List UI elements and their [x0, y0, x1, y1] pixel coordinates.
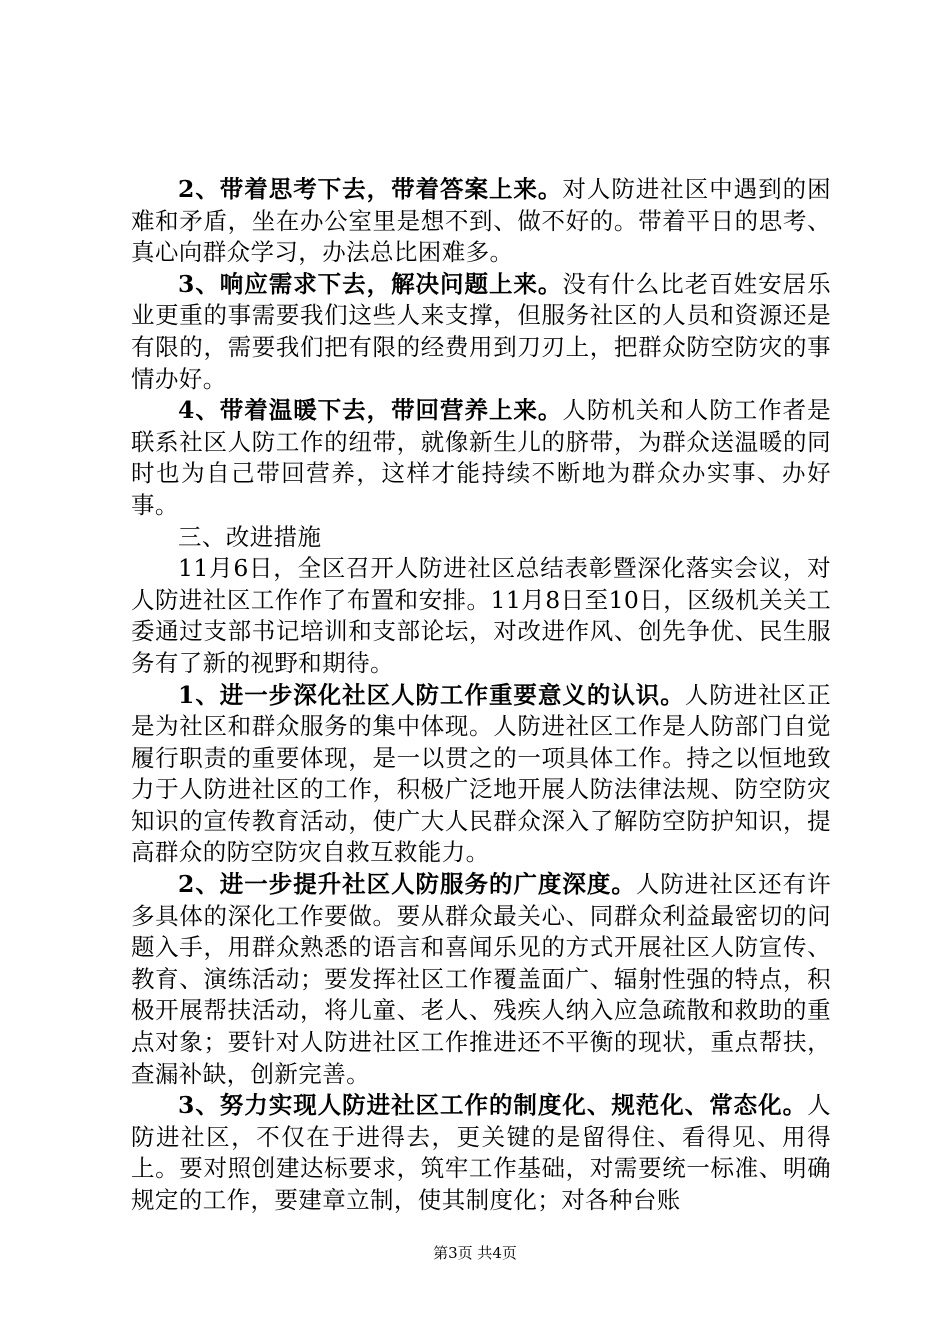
section-heading-improvement — [131, 522, 831, 554]
paragraph-text: 人防进社区还有许多具体的深化工作要做。要从群众最关心、同群众利益最密切的问题入手，用群众熟悉的语言和喜闻乐见的方式开展社区人防宣传、教育、演练活动；要发挥社区工作覆盖面广、辐射性强的特点，积极开展帮扶活动，将儿童、老人、残疾人纳入应急疏散和救助的重点对象；要针对人防进社区工作推进还不平衡的现状，重点帮扶，查漏补缺，创新完善。 — [131, 870, 832, 1088]
paragraph-lead: 3、努力实现人防进社区工作的制度化、规范化、常态化。 — [178, 1091, 808, 1120]
paragraph-point-3-needs — [131, 269, 831, 395]
paragraph-measure-1 — [131, 680, 831, 870]
section-heading-text: 三、改进措施 — [178, 522, 322, 551]
paragraph-point-2-thinking — [131, 174, 831, 269]
paragraph-lead: 2、带着思考下去，带着答案上来。 — [178, 175, 563, 203]
paragraph-text: 人防进社区，不仅在于进得去，更关键的是留得住、看得见、用得上。要对照创建达标要求，筑牢工作基础，对需要统一标准、明确规定的工作，要建章立制，使其制度化；对各种台账 — [131, 1091, 831, 1214]
page-footer — [0, 1243, 950, 1263]
paragraph-lead: 4、带着温暖下去，带回营养上来。 — [178, 396, 563, 425]
document-body — [131, 174, 831, 1217]
page-number-label: 第3页 共4页 — [433, 1244, 517, 1262]
paragraph-meeting-summary — [131, 553, 831, 679]
paragraph-measure-3 — [131, 1090, 831, 1216]
paragraph-text: 对人防进社区中遇到的困难和矛盾，坐在办公室里是想不到、做不好的。带着平日的思考、真心向群众学习，办法总比困难多。 — [131, 175, 831, 267]
paragraph-lead: 2、进一步提升社区人防服务的广度深度。 — [178, 870, 636, 899]
paragraph-text: 11月6日，全区召开人防进社区总结表彰暨深化落实会议，对人防进社区工作作了布置和安排。11月8日至10日，区级机关关工委通过支部书记培训和支部论坛，对改进作风、创先争优、民生服务有了新的视野和期待。 — [131, 554, 831, 677]
paragraph-text: 人防机关和人防工作者是联系社区人防工作的纽带，就像新生儿的脐带，为群众送温暖的同时也为自己带回营养，这样才能持续不断地为群众办实事、办好事。 — [131, 396, 831, 519]
paragraph-lead: 3、响应需求下去，解决问题上来。 — [178, 269, 563, 298]
paragraph-point-4-warmth — [131, 395, 831, 521]
paragraph-measure-2 — [131, 869, 831, 1090]
paragraph-text: 没有什么比老百姓安居乐业更重的事需要我们这些人来支撑，但服务社区的人员和资源还是有限的，需要我们把有限的经费用到刀刃上，把群众防空防灾的事情办好。 — [131, 269, 831, 393]
paragraph-lead: 1、进一步深化社区人防工作重要意义的认识。 — [178, 680, 685, 709]
paragraph-text: 人防进社区正是为社区和群众服务的集中体现。人防进社区工作是人防部门自觉履行职责的重要体现，是一以贯之的一项具体工作。持之以恒地致力于人防进社区的工作，积极广泛地开展人防法律法规、防空防灾知识的宣传教育活动，使广大人民群众深入了解防空防护知识，提高群众的防空防灾自救互救能力。 — [131, 680, 831, 867]
